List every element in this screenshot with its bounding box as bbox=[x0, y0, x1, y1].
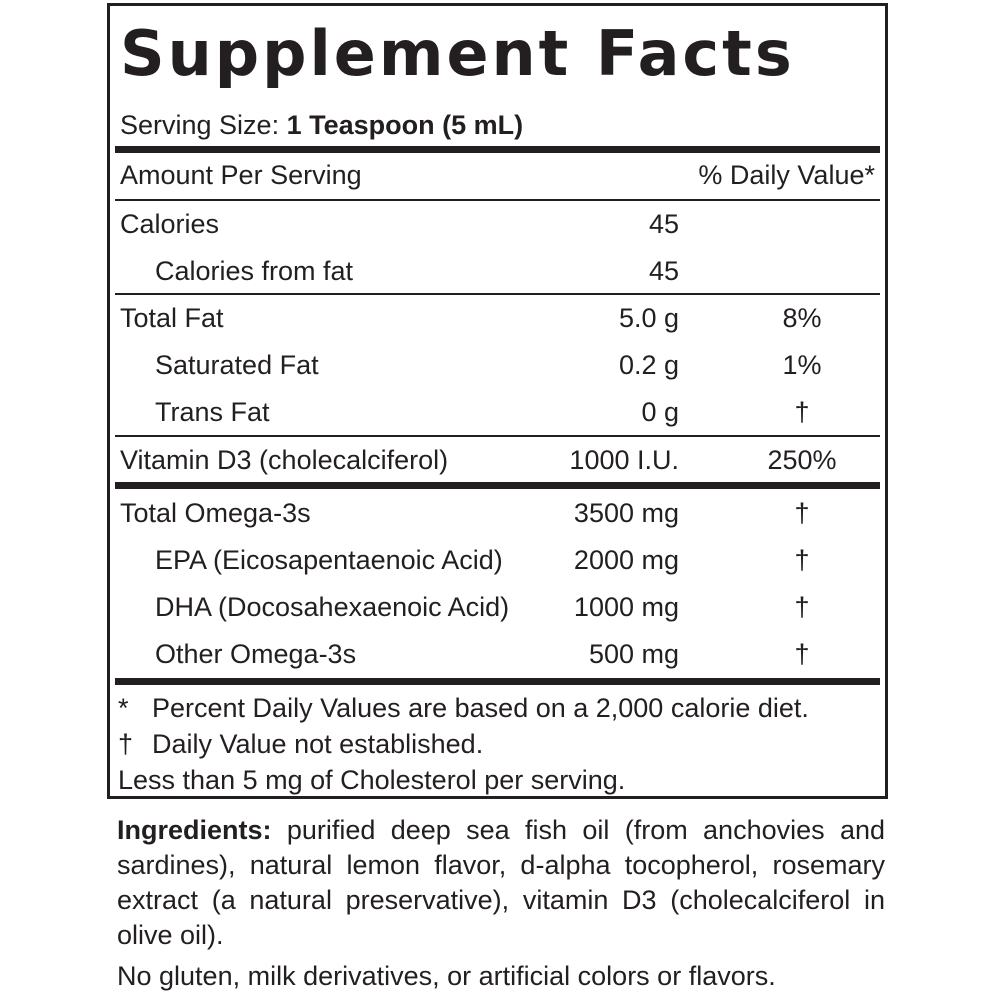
table-row bbox=[115, 631, 880, 678]
nutrient-dv: † bbox=[794, 592, 810, 622]
nutrient-dv: 8% bbox=[782, 303, 822, 333]
table-row bbox=[115, 389, 880, 436]
ingredients-label: Ingredients: bbox=[117, 815, 272, 845]
panel-title: Supplement Facts bbox=[120, 17, 795, 90]
nutrient-amount: 0.2 g bbox=[618, 350, 679, 380]
nutrient-amount: 0 g bbox=[641, 397, 679, 427]
footnote-text: Daily Value not established. bbox=[152, 729, 484, 759]
table-row bbox=[115, 437, 880, 484]
daily-value-header: % Daily Value* bbox=[698, 160, 875, 190]
nutrient-dv: 250% bbox=[767, 445, 837, 475]
nutrient-amount: 3500 mg bbox=[573, 498, 679, 528]
nutrient-name: Calories bbox=[120, 209, 220, 239]
amount-per-serving-header: Amount Per Serving bbox=[120, 160, 362, 190]
table-row bbox=[115, 537, 880, 584]
nutrient-amount: 5.0 g bbox=[618, 303, 679, 333]
nutrient-name: Total Omega-3s bbox=[120, 498, 311, 528]
nutrient-name: Vitamin D3 (cholecalciferol) bbox=[120, 445, 449, 475]
table-row bbox=[115, 584, 880, 631]
nutrient-name: Total Fat bbox=[120, 303, 224, 333]
nutrient-dv: 1% bbox=[782, 350, 822, 380]
ingredients-text: purified deep sea fish oil (from anchovies and sardines), natural lemon flavor, d-alpha tocopherol, rosemary extract (a natural preservative), vitamin D3 (cholecalciferol in olive oil). bbox=[117, 815, 885, 950]
nutrient-amount: 500 mg bbox=[588, 639, 679, 669]
nutrient-dv: † bbox=[794, 639, 810, 669]
nutrient-amount: 45 bbox=[648, 256, 679, 286]
nutrient-name: Trans Fat bbox=[155, 397, 270, 427]
table-row bbox=[115, 342, 880, 389]
serving-size-label: Serving Size: bbox=[120, 110, 280, 140]
nutrient-name: EPA (Eicosapentaenoic Acid) bbox=[155, 545, 503, 575]
header-row bbox=[115, 152, 880, 199]
ingredients-statement bbox=[117, 813, 885, 953]
nutrient-dv: † bbox=[794, 498, 810, 528]
asterisk-symbol: * bbox=[118, 693, 129, 723]
nutrient-dv: † bbox=[794, 397, 810, 427]
dagger-symbol: † bbox=[118, 729, 134, 759]
table-row bbox=[115, 295, 880, 342]
serving-size-value: 1 Teaspoon (5 mL) bbox=[286, 110, 524, 140]
free-from-statement: No gluten, milk derivatives, or artificial colors or flavors. bbox=[117, 961, 776, 991]
serving-size bbox=[120, 108, 523, 142]
supplement-facts-panel bbox=[107, 3, 888, 799]
footnote-text: Percent Daily Values are based on a 2,000 calorie diet. bbox=[152, 693, 809, 723]
nutrient-amount: 2000 mg bbox=[573, 545, 679, 575]
nutrient-dv: † bbox=[794, 545, 810, 575]
footnote-not-established bbox=[118, 726, 483, 762]
table-row bbox=[115, 201, 880, 248]
cholesterol-note: Less than 5 mg of Cholesterol per serving. bbox=[118, 765, 626, 795]
nutrient-amount: 45 bbox=[648, 209, 679, 239]
nutrient-name: DHA (Docosahexaenoic Acid) bbox=[155, 592, 510, 622]
thick-rule bbox=[115, 678, 880, 685]
nutrient-name: Saturated Fat bbox=[155, 350, 319, 380]
nutrient-name: Calories from fat bbox=[155, 256, 354, 286]
footnote-daily-values bbox=[118, 690, 809, 726]
nutrient-amount: 1000 I.U. bbox=[569, 445, 679, 475]
table-row bbox=[115, 248, 880, 295]
nutrient-amount: 1000 mg bbox=[573, 592, 679, 622]
table-row bbox=[115, 490, 880, 537]
nutrient-name: Other Omega-3s bbox=[155, 639, 357, 669]
thick-rule bbox=[115, 482, 880, 489]
